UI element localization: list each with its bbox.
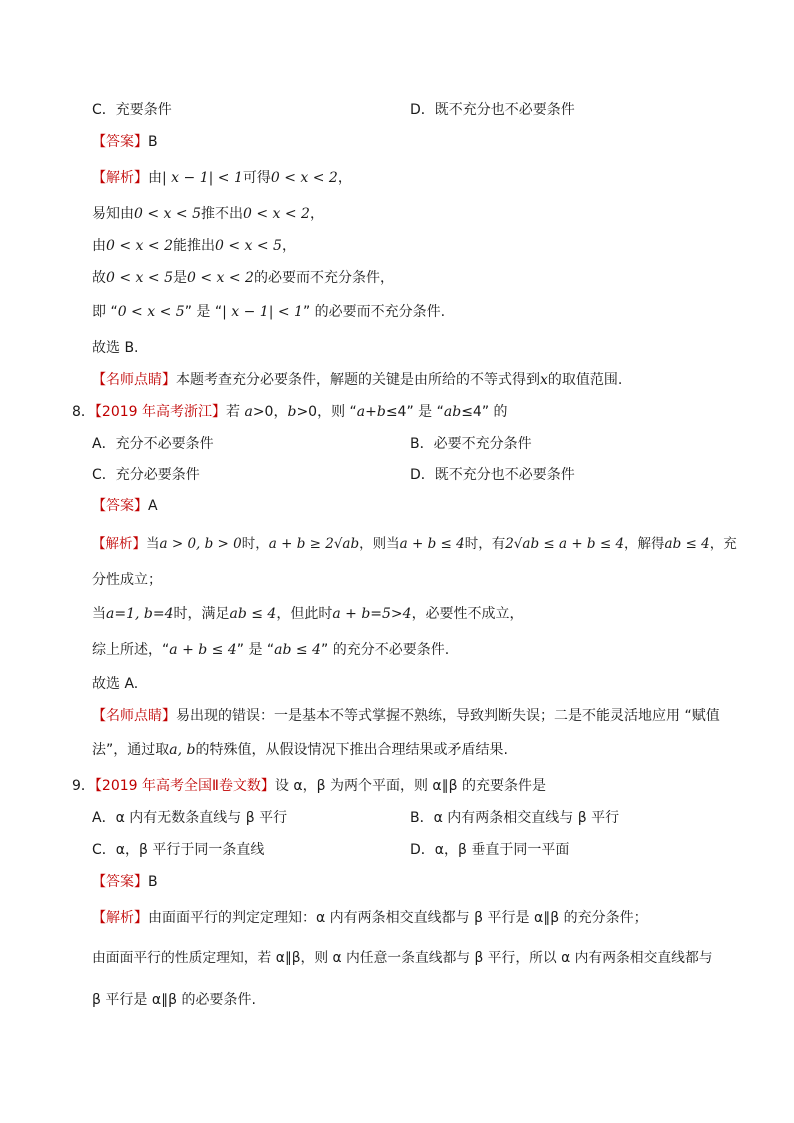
text: 当 [92,606,106,622]
text: 由面面平行的判定定理知：α 内有两条相交直线都与 β 平行是 α∥β 的充分条件； [148,910,648,926]
math-inline: b [287,404,297,420]
text: ≤4” 的 [461,404,508,420]
math-inline: 2√ab ≤ a + b ≤ 4 [505,536,625,552]
math-inline: a + b ≥ 2√ab [268,536,360,552]
answer-tag: 【答案】 [92,498,148,514]
text: >0，则 “ [296,404,357,420]
text: 是 [172,270,187,286]
text: ，但此时 [276,606,333,622]
answer-value: A [148,498,158,514]
math-inline: 0 < x < 5 [134,206,201,222]
p9-option-d: D．α，β 垂直于同一平面 [410,842,570,858]
tip-tag: 【名师点睛】 [92,372,176,388]
p9-option-b: B．α 内有两条相交直线与 β 平行 [410,810,620,826]
question-number: 8． [72,404,95,420]
text: ” 的充分不必要条件. [321,642,450,658]
math-inline: 0 < x < 2 [270,170,338,186]
analysis-tag: 【解析】 [92,536,146,552]
p8-conclusion: 故选 A. [92,676,139,692]
math-inline: 0 < x < 5 [214,238,282,254]
text: ” 是 “ [184,304,223,320]
text: ，解得 [624,536,665,552]
answer-value: B [148,134,158,150]
answer-tag: 【答案】 [92,874,148,890]
math-inline: 0 < x < 2 [186,270,254,286]
text: 时， [241,536,269,552]
p8-option-a: A．充分不必要条件 [92,436,214,452]
p7-option-c: C．充要条件 [92,102,172,118]
p7-option-d: D．既不充分也不必要条件 [410,102,575,118]
text: 推不出 [200,206,243,222]
p8-option-c: C．充分必要条件 [92,467,200,483]
math-inline: a=1, b=4 [106,606,174,622]
source-tag: 【2019 年高考全国Ⅱ卷文数】 [94,778,275,794]
p7-analysis-line-3 [92,236,296,256]
p7-analysis-line-4 [92,268,394,288]
text: 时，满足 [173,606,230,622]
text: ， [309,206,324,222]
p9-answer [92,872,158,892]
math-inline: ab ≤ 4 [229,606,277,622]
text: ， [281,238,296,254]
text: 法”，通过取 [92,742,170,758]
p8-teacher-tip-line-1 [92,706,720,726]
math-inline: 0 < x < 5 [106,270,173,286]
p8-analysis-line-1 [92,534,737,554]
math-inline: a+b [356,404,386,420]
math-inline: a + b=5>4 [332,606,412,622]
p9-analysis-line-3: β 平行是 α∥β 的必要条件. [92,992,256,1008]
p7-conclusion: 故选 B. [92,340,139,356]
p7-analysis-line-2 [92,204,324,224]
analysis-tag: 【解析】 [92,170,148,186]
math-inline: ab ≤ 4 [274,642,322,658]
p7-analysis-line-5 [92,302,445,322]
math-inline: 0 < x < 5 [117,304,185,320]
p9-option-a: A．α 内有无数条直线与 β 平行 [92,810,288,826]
p9-option-c: C．α，β 平行于同一条直线 [92,842,265,858]
math-inline: | x − 1| < 1 [222,304,303,320]
p8-option-b: B．必要不充分条件 [410,436,532,452]
analysis-tag: 【解析】 [92,910,148,926]
text: 的取值范围. [547,372,623,388]
p9-analysis-line-2: 由面面平行的性质定理知，若 α∥β，则 α 内任意一条直线都与 β 平行，所以 α 内有两条相交直线都与 [92,950,713,966]
math-inline: a [244,404,253,420]
p7-teacher-tip [92,370,622,390]
math-inline: x [540,372,548,388]
math-inline: a, b [169,742,196,758]
answer-value: B [148,874,158,890]
math-inline: | x − 1| < 1 [162,170,243,186]
p9-question [72,776,546,796]
p8-question [72,402,508,422]
text: 本题考查充分必要条件，解题的关键是由所给的不等式得到 [176,372,540,388]
source-tag: 【2019 年高考浙江】 [94,404,227,420]
p7-analysis-line-1 [92,168,352,188]
math-inline: ab [443,404,462,420]
text: 由 [92,238,106,254]
p7-answer [92,132,158,152]
text: ，则当 [359,536,400,552]
text: 易出现的错误：一是基本不等式掌握不熟练，导致判断失误；二是不能灵活地应用 “赋值 [176,708,720,724]
text: 能推出 [172,238,215,254]
p9-analysis-line-1 [92,908,648,928]
p8-analysis-line-2: 分性成立； [92,572,162,588]
text: 即 “ [92,304,118,320]
text: 易知由 [92,206,134,222]
text: 可得 [242,170,271,186]
math-inline: ab ≤ 4 [664,536,710,552]
question-number: 9． [72,778,95,794]
p8-option-d: D．既不充分也不必要条件 [410,467,575,483]
p8-teacher-tip-line-2 [92,740,508,760]
text: 故 [92,270,106,286]
text: 的必要而不充分条件， [253,270,394,286]
text: 设 α，β 为两个平面，则 α∥β 的充要条件是 [274,778,547,794]
text: ，充 [709,536,737,552]
math-inline: a + b ≤ 4 [399,536,465,552]
text: >0， [252,404,288,420]
tip-tag: 【名师点睛】 [92,708,176,724]
text: 时，有 [464,536,506,552]
math-inline: a + b ≤ 4 [169,642,237,658]
text: 当 [146,536,160,552]
text: ，必要性不成立， [411,606,524,622]
answer-tag: 【答案】 [92,134,148,150]
text: ≤4” 是 “ [385,404,444,420]
math-inline: 0 < x < 2 [106,238,173,254]
p8-analysis-line-4 [92,640,449,660]
text: ， [337,170,352,186]
text: ” 是 “ [236,642,275,658]
text: 若 [226,404,245,420]
text: ” 的必要而不充分条件. [302,304,446,320]
text: 的特殊值，从假设情况下推出合理结果或矛盾结果. [195,742,508,758]
text: 由 [148,170,162,186]
p8-analysis-line-3 [92,604,524,624]
math-inline: 0 < x < 2 [242,206,310,222]
p8-answer [92,496,158,516]
math-inline: a > 0, b > 0 [159,536,242,552]
text: 综上所述，“ [92,642,170,658]
